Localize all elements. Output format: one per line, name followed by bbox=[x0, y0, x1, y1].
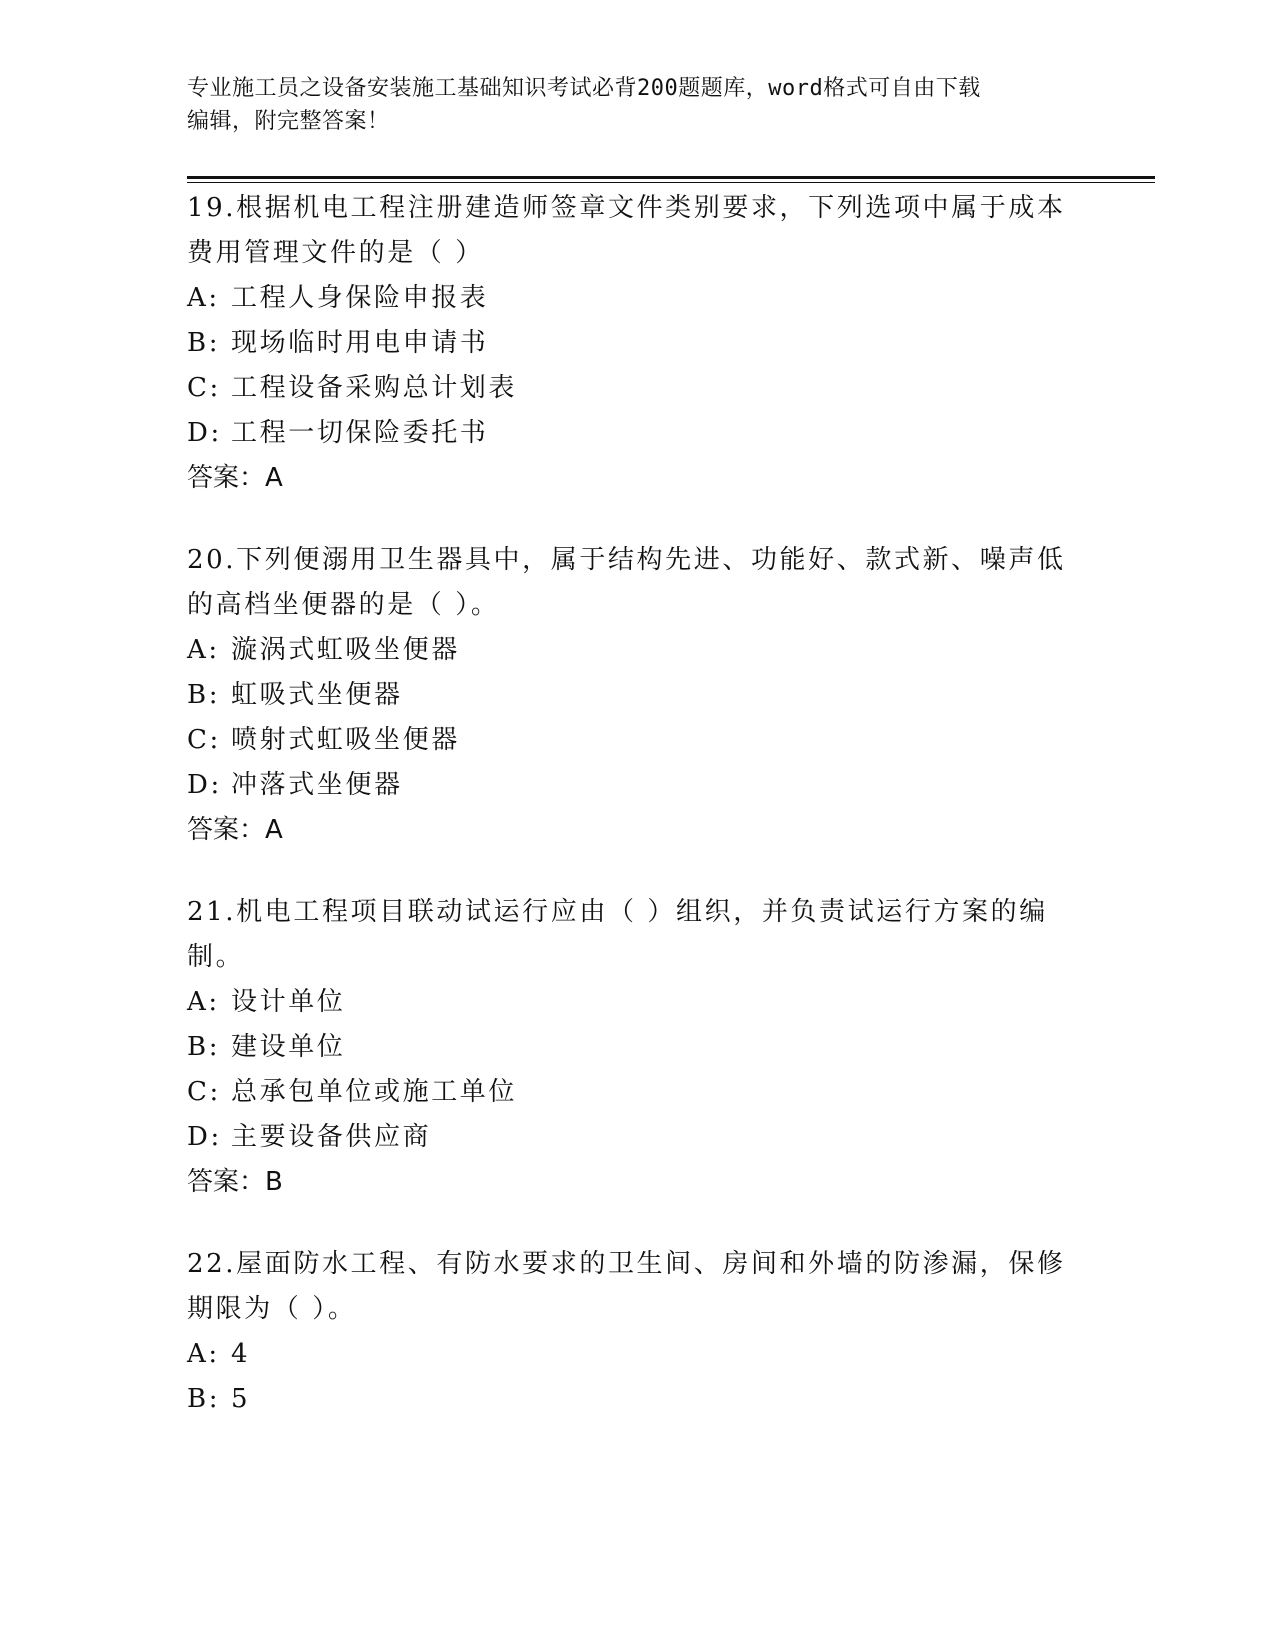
option-d bbox=[187, 1115, 1087, 1160]
option-text: 现场临时用电申请书 bbox=[231, 328, 489, 358]
header-divider-thin bbox=[187, 182, 1155, 183]
option-letter: A: bbox=[187, 987, 220, 1017]
option-c bbox=[187, 1070, 1087, 1115]
option-text: 冲落式坐便器 bbox=[231, 770, 403, 800]
header-title-line-1: 专业施工员之设备安装施工基础知识考试必背200题题库，word格式可自由下载 bbox=[187, 76, 981, 101]
option-text: 工程人身保险申报表 bbox=[231, 283, 489, 313]
question-stem: 22.屋面防水工程、有防水要求的卫生间、房间和外墙的防渗漏，保修期限为（ ）。 bbox=[187, 1249, 1066, 1324]
option-letter: A: bbox=[187, 283, 220, 313]
option-letter: B: bbox=[187, 1032, 221, 1062]
option-text: 工程设备采购总计划表 bbox=[231, 373, 518, 403]
option-c bbox=[187, 366, 1087, 411]
header-title-line-2: 编辑，附完整答案！ bbox=[187, 109, 390, 134]
option-a bbox=[187, 1332, 1087, 1377]
option-letter: B: bbox=[187, 1384, 221, 1414]
option-d bbox=[187, 411, 1087, 456]
option-letter: A: bbox=[187, 1339, 220, 1369]
option-letter: D: bbox=[187, 1122, 222, 1152]
option-a bbox=[187, 980, 1087, 1025]
option-text: 总承包单位或施工单位 bbox=[231, 1077, 518, 1107]
option-a bbox=[187, 276, 1087, 321]
document-header bbox=[187, 72, 1067, 138]
option-text: 喷射式虹吸坐便器 bbox=[231, 725, 460, 755]
option-a bbox=[187, 628, 1087, 673]
option-letter: C: bbox=[187, 1077, 221, 1107]
option-letter: C: bbox=[187, 373, 221, 403]
option-d bbox=[187, 763, 1087, 808]
header-divider-thick bbox=[187, 176, 1155, 179]
question-stem: 20.下列便溺用卫生器具中，属于结构先进、功能好、款式新、噪声低的高档坐便器的是（ ）。 bbox=[187, 545, 1066, 620]
option-text: 设计单位 bbox=[231, 987, 346, 1017]
option-letter: B: bbox=[187, 680, 221, 710]
option-letter: C: bbox=[187, 725, 221, 755]
question-list bbox=[187, 186, 1087, 1459]
option-text: 5 bbox=[231, 1384, 251, 1414]
option-text: 漩涡式虹吸坐便器 bbox=[231, 635, 460, 665]
answer-line: 答案：A bbox=[187, 463, 283, 493]
option-letter: A: bbox=[187, 635, 220, 665]
option-b bbox=[187, 321, 1087, 366]
question-item bbox=[187, 186, 1087, 501]
option-b bbox=[187, 1025, 1087, 1070]
option-text: 4 bbox=[231, 1339, 251, 1369]
question-item bbox=[187, 1242, 1087, 1422]
option-letter: B: bbox=[187, 328, 221, 358]
answer-line: 答案：A bbox=[187, 815, 283, 845]
option-text: 工程一切保险委托书 bbox=[231, 418, 489, 448]
option-text: 主要设备供应商 bbox=[231, 1122, 432, 1152]
option-letter: D: bbox=[187, 770, 222, 800]
option-c bbox=[187, 718, 1087, 763]
option-text: 虹吸式坐便器 bbox=[231, 680, 403, 710]
question-stem: 21.机电工程项目联动试运行应由（ ）组织，并负责试运行方案的编制。 bbox=[187, 897, 1048, 972]
question-item bbox=[187, 538, 1087, 853]
option-letter: D: bbox=[187, 418, 222, 448]
question-stem: 19.根据机电工程注册建造师签章文件类别要求，下列选项中属于成本费用管理文件的是（ ） bbox=[187, 193, 1066, 268]
option-b bbox=[187, 1377, 1087, 1422]
option-b bbox=[187, 673, 1087, 718]
option-text: 建设单位 bbox=[231, 1032, 346, 1062]
question-item bbox=[187, 890, 1087, 1205]
answer-line: 答案：B bbox=[187, 1167, 283, 1197]
